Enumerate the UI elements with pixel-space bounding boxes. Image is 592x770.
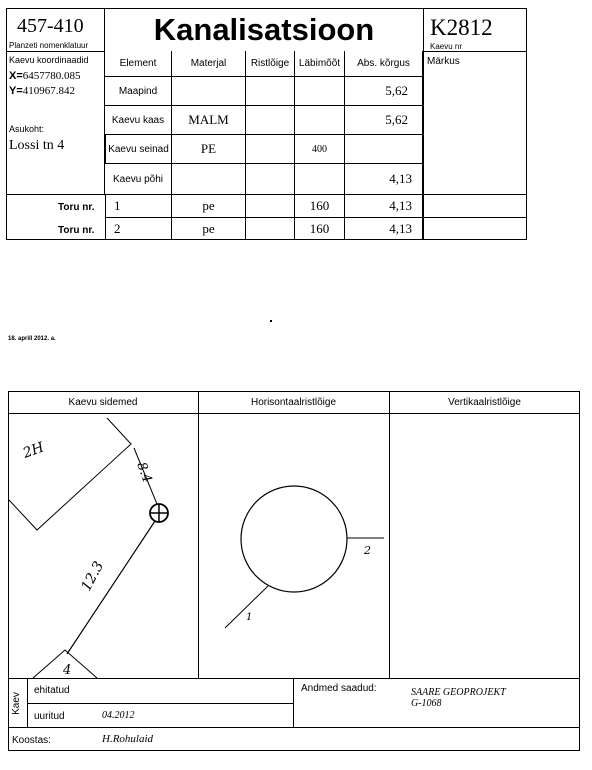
well-id-box bbox=[423, 8, 527, 52]
page-title: Kanalisatsioon bbox=[153, 12, 375, 47]
col-vertical-title: Vertikaalristlõige bbox=[448, 397, 521, 408]
company-name: SAARE GEOPROJEKT bbox=[411, 687, 506, 698]
pipe-1-section bbox=[246, 195, 295, 218]
y-value: 410967.842 bbox=[22, 85, 76, 97]
pipe-1-number-label: 1 bbox=[246, 612, 253, 623]
hand-label-2h: 2H bbox=[20, 439, 47, 462]
th-section: Ristlõige bbox=[246, 51, 295, 77]
row-ground-section bbox=[246, 77, 295, 106]
well-circle bbox=[241, 486, 347, 592]
pipe-2-diameter: 160 bbox=[295, 218, 345, 240]
pipe-2-section bbox=[246, 218, 295, 240]
row-lid-section bbox=[246, 106, 295, 135]
building-outline bbox=[9, 418, 131, 530]
location-label: Asukoht: bbox=[9, 124, 45, 134]
sketch-divider-2 bbox=[389, 391, 390, 679]
row-lid-height: 5,62 bbox=[345, 106, 423, 135]
pipe-2-material: pe bbox=[172, 218, 246, 240]
built-label: ehitatud bbox=[34, 685, 70, 696]
y-coord bbox=[9, 85, 75, 97]
compiled-value: H.Rohulaid bbox=[102, 733, 154, 745]
nomenclature-label: Planzeti nomenklatuur bbox=[9, 41, 89, 50]
row-lid-material: MALM bbox=[172, 106, 246, 135]
company-code: G-1068 bbox=[411, 698, 442, 709]
pipe-2-number-label: 2 bbox=[364, 544, 371, 557]
well-id-label: Kaevu nr bbox=[430, 42, 463, 51]
pipe-2-height: 4,13 bbox=[345, 218, 423, 240]
row-bottom-element: Kaevu põhi bbox=[105, 164, 172, 195]
th-note: Märkus bbox=[427, 56, 460, 67]
pipe-row-1-note-line bbox=[423, 217, 527, 218]
footer-mid-divider bbox=[293, 679, 294, 728]
row-walls-element: Kaevu seinad bbox=[105, 135, 172, 164]
th-height: Abs. kõrgus bbox=[345, 51, 423, 77]
data-source-label: Andmed saadud: bbox=[301, 683, 377, 694]
row-ground-height: 5,62 bbox=[345, 77, 423, 106]
th-material: Materjal bbox=[172, 51, 246, 77]
date-note: 18. aprill 2012. a. bbox=[8, 336, 56, 342]
row-ground-material bbox=[172, 77, 246, 106]
row-lid-element: Kaevu kaas bbox=[105, 106, 172, 135]
row-walls-height bbox=[345, 135, 423, 164]
info-box bbox=[6, 51, 105, 195]
hand-label-12-3: 12.3 bbox=[78, 558, 108, 594]
note-column-border bbox=[423, 51, 424, 240]
row-ground-diameter bbox=[295, 77, 345, 106]
row-lid-diameter bbox=[295, 106, 345, 135]
th-element: Element bbox=[105, 51, 172, 77]
pipe-row-0-note-line bbox=[423, 194, 527, 195]
pipe-1-material: pe bbox=[172, 195, 246, 218]
pipe-2-label: Toru nr. bbox=[58, 225, 95, 236]
x-value: 6457780.085 bbox=[22, 70, 81, 82]
pipe-2-number: 2 bbox=[105, 218, 172, 240]
side-label: Kaev bbox=[10, 692, 22, 715]
col-connections-title: Kaevu sidemed bbox=[68, 397, 138, 408]
location-value: Lossi tn 4 bbox=[9, 138, 65, 153]
well-symbol-icon bbox=[150, 504, 168, 522]
hand-label-8-4: 8.4 bbox=[133, 460, 155, 485]
connections-sketch bbox=[9, 414, 198, 679]
pipe-1-diameter: 160 bbox=[295, 195, 345, 218]
pipe-1-height: 4,13 bbox=[345, 195, 423, 218]
row-bottom-section bbox=[246, 164, 295, 195]
measured-label: uuritud bbox=[34, 711, 65, 722]
footer-row-line bbox=[27, 703, 293, 704]
well-id: K2812 bbox=[430, 15, 493, 40]
col-horizontal-title: Horisontaalristlõige bbox=[250, 397, 337, 408]
compiled-label: Koostas: bbox=[12, 735, 51, 746]
stray-dot bbox=[270, 320, 272, 322]
nomenclature-box bbox=[6, 8, 105, 52]
hand-label-4: 4 bbox=[63, 663, 72, 678]
th-diameter: Läbimõõt bbox=[295, 51, 345, 77]
y-label: Y= bbox=[9, 85, 23, 97]
row-walls-diameter: 400 bbox=[295, 135, 345, 164]
footer-bottom-line bbox=[8, 727, 580, 728]
horizontal-section-sketch bbox=[199, 414, 388, 679]
x-label: X= bbox=[9, 70, 23, 82]
row-walls-section bbox=[246, 135, 295, 164]
row-bottom-height: 4,13 bbox=[345, 164, 423, 195]
row-bottom-diameter bbox=[295, 164, 345, 195]
pipe-1-label: Toru nr. bbox=[58, 202, 95, 213]
nomenclature-number: 457-410 bbox=[17, 15, 84, 37]
row-walls-material: PE bbox=[172, 135, 246, 164]
coords-label: Kaevu koordinaadid bbox=[9, 55, 89, 65]
measured-value: 04.2012 bbox=[102, 710, 135, 721]
x-coord bbox=[9, 70, 81, 82]
row-bottom-material bbox=[172, 164, 246, 195]
row-ground-element: Maapind bbox=[105, 77, 172, 106]
pipe-1-number: 1 bbox=[105, 195, 172, 218]
